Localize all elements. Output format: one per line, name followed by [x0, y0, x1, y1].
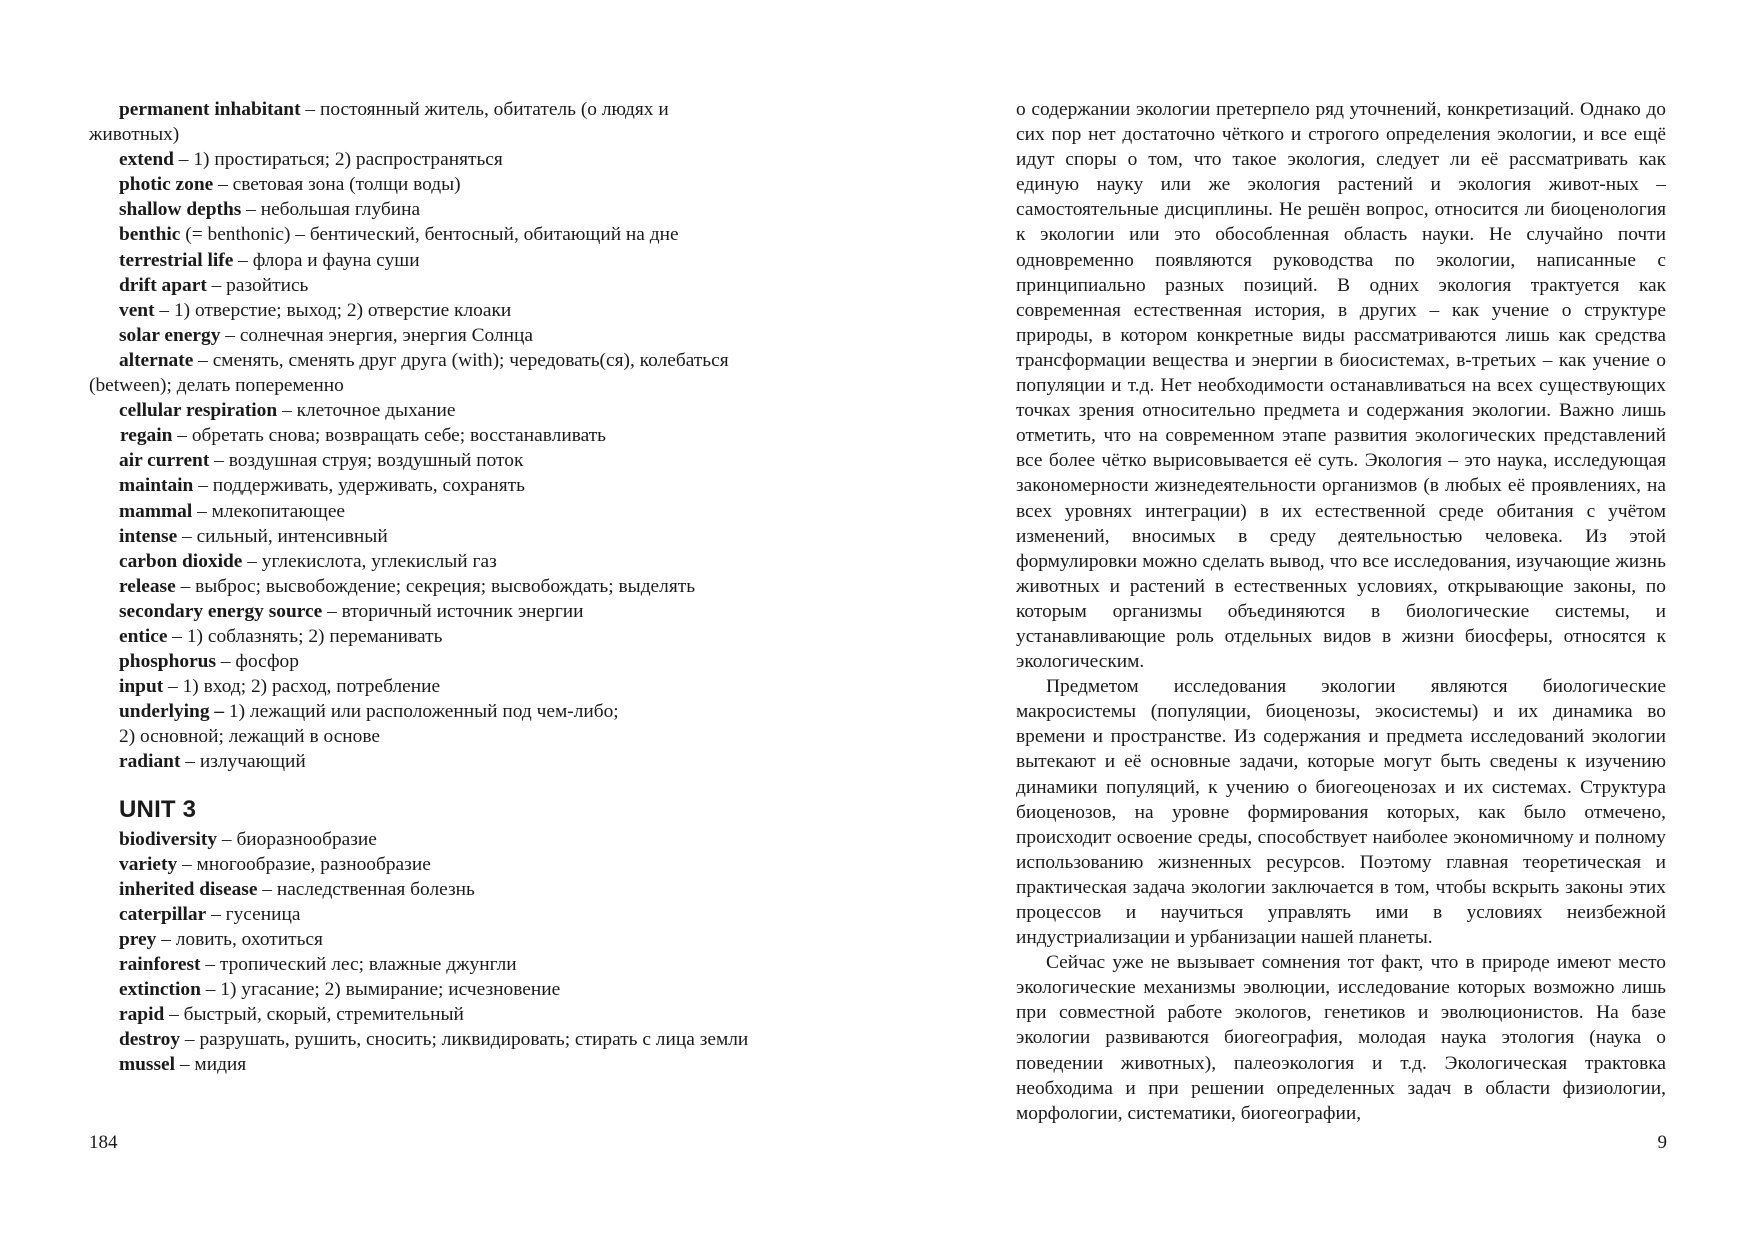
- glossary-entry: [89, 952, 749, 977]
- paragraph: о содержании экологии претерпело ряд уточнений, конкретизаций. Однако до сих пор нет достаточно чёткого и строгого определения экологии, и все ещё идут споры о том, что такое экология, следует ли её рассматривать как единую науку или же экология растений и экология живот-ных – самостоятельные дисциплины. Не решён вопрос, относится ли биоценология к экологии или это обособленная область науки. Не случайно почти одновременно появляются руководства по экологии, написанные с принципиально разных позиций. В одних экология трактуется как современная естественная история, в других – как учение о структуре природы, в котором конкретные виды рассматриваются лишь как средства трансформации вещества и энергии в биосистемах, в-третьих – как учение о популяции и т.д. Нет необходимости останавливаться на всех существующих точках зрения относительно предмета и содержания экологии. Важно лишь отметить, что на современном этапе развития экологических представлений все более чётко вырисовывается её суть. Экология – это наука, исследующая закономерности жизнедеятельности организмов (в любых её проявлениях, на всех уровнях интеграции) в их естественной среде обитания с учётом изменений, вносимых в среду деятельностью человека. Из этой формулировки можно сделать вывод, что все исследования, изучающие жизнь животных и растений в естественных условиях, открывающие законы, по которым организмы объединяются в биологические системы, и устанавливающие роль отдельных видов в жизни биосферы, относятся к экологическим.: [1016, 99, 1666, 673]
- glossary-term: entice: [119, 625, 168, 647]
- glossary-entry: [89, 448, 749, 473]
- glossary-entry: [89, 97, 749, 147]
- glossary-definition: 2) основной; лежащий в основе: [119, 726, 381, 748]
- glossary-entry: [89, 574, 749, 599]
- glossary-term: permanent inhabitant: [119, 99, 301, 120]
- glossary-definition: – излучающий: [180, 751, 306, 773]
- glossary-definition: – солнечная энергия, энергия Солнца: [220, 324, 534, 346]
- glossary-definition: – быстрый, скорый, стремительный: [164, 1004, 464, 1026]
- body-text: [1016, 97, 1666, 1126]
- glossary-definition: – вторичный источник энергии: [322, 600, 584, 622]
- glossary-term: mammal: [119, 500, 193, 522]
- glossary-term: rapid: [119, 1004, 165, 1026]
- glossary-term: variety: [119, 853, 178, 875]
- glossary-term: air current: [119, 450, 210, 472]
- glossary-entry: [89, 197, 749, 222]
- glossary-entry: [89, 749, 749, 774]
- glossary-entry: [89, 298, 749, 323]
- glossary-definition: – млекопитающее: [192, 500, 346, 522]
- glossary-entry: [89, 877, 749, 902]
- glossary-term: radiant: [119, 751, 181, 773]
- glossary-term: destroy: [119, 1029, 181, 1051]
- glossary-entry: [89, 624, 749, 649]
- glossary-entry: [89, 549, 749, 574]
- glossary-definition: – 1) простираться; 2) распространяться: [173, 149, 503, 171]
- glossary-entry: [89, 248, 749, 273]
- paragraph: Предметом исследования экологии являются биологические макросистемы (популяции, биоценозы, экосистемы) и их динамика во времени и пространстве. Из содержания и предмета исследований экологии вытекают и её основные задачи, которые могут быть сведены к изучению динамики популяций, к учению о биогеоценозах и их системах. Структура биоценозов, на уровне формирования которых, как было отмечено, происходит освоение среды, способствует наиболее экономичному и полному использованию жизненных ресурсов. Поэтому главная теоретическая и практическая задача экологии заключается в том, чтобы вскрыть законы этих процессов и научиться управлять ими в условиях неизбежной индустриализации и урбанизации нашей планеты.: [1016, 676, 1666, 949]
- glossary-entry: [89, 273, 749, 298]
- left-page: [0, 0, 877, 1241]
- glossary-list: [89, 97, 749, 1077]
- glossary-entry: [89, 927, 749, 952]
- glossary-definition: – 1) вход; 2) расход, потребление: [163, 676, 441, 698]
- glossary-entry: [89, 222, 749, 247]
- glossary-entry: [89, 499, 749, 524]
- unit-heading: UNIT 3: [119, 795, 197, 823]
- glossary-term: alternate: [119, 349, 194, 371]
- glossary-entry: [89, 172, 749, 197]
- glossary-definition: – 1) угасание; 2) вымирание; исчезновение: [200, 979, 561, 1001]
- glossary-entry: [89, 398, 749, 423]
- glossary-term: mussel: [119, 1054, 176, 1076]
- glossary-definition: – разойтись: [206, 274, 309, 296]
- glossary-definition: – сменять, сменять друг друга (with); чередовать(ся), колебаться (between); делать попеременно: [89, 349, 729, 397]
- glossary-definition: – небольшая глубина: [241, 199, 421, 221]
- glossary-entry: [89, 699, 749, 724]
- glossary-definition: – наследственная болезнь: [257, 878, 475, 900]
- glossary-term: shallow depths: [119, 199, 242, 221]
- glossary-term: underlying –: [119, 701, 225, 723]
- glossary-definition: – клеточное дыхание: [277, 400, 456, 422]
- glossary-term: drift apart: [119, 274, 207, 296]
- glossary-entry: [89, 1002, 749, 1027]
- glossary-term: rainforest: [119, 954, 201, 975]
- right-page: [877, 0, 1755, 1241]
- glossary-entry: [89, 1052, 749, 1077]
- glossary-entry: [89, 1027, 749, 1052]
- glossary-term: biodiversity: [119, 828, 218, 850]
- glossary-term: intense: [119, 525, 178, 547]
- glossary-term: extend: [119, 149, 174, 171]
- glossary-term: regain: [120, 425, 173, 447]
- glossary-definition: – 1) отверстие; выход; 2) отверстие клоаки: [154, 299, 512, 321]
- page-number-right: 9: [1657, 1132, 1667, 1153]
- page-number-left: 184: [89, 1132, 118, 1153]
- glossary-definition: – постоянный житель, обитатель (о людях и животных): [89, 99, 669, 146]
- glossary-definition: – мидия: [175, 1054, 247, 1076]
- glossary-entry: [89, 599, 749, 624]
- glossary-definition: – многообразие, разнообразие: [177, 853, 431, 875]
- glossary-term: vent: [119, 299, 155, 321]
- glossary-entry: [89, 323, 749, 348]
- glossary-entries-before-unit: [89, 97, 749, 775]
- glossary-entry: [89, 674, 749, 699]
- glossary-entry: [89, 473, 749, 498]
- glossary-definition: – флора и фауна суши: [233, 249, 420, 271]
- glossary-term: secondary energy source: [119, 600, 323, 622]
- glossary-definition: – биоразнообразие: [217, 828, 377, 850]
- glossary-term: caterpillar: [119, 903, 207, 925]
- glossary-entry: [89, 649, 749, 674]
- glossary-definition: – гусеница: [206, 903, 301, 925]
- glossary-entry: [89, 902, 749, 927]
- glossary-definition: – ловить, охотиться: [156, 928, 323, 950]
- glossary-definition: – тропический лес; влажные джунгли: [200, 954, 517, 975]
- glossary-term: prey: [119, 928, 157, 950]
- glossary-entries-after-unit: [89, 827, 749, 1078]
- glossary-entry-continuation: [89, 724, 749, 749]
- glossary-definition: – 1) соблазнять; 2) переманивать: [167, 625, 443, 647]
- glossary-term: carbon dioxide: [119, 550, 243, 572]
- glossary-term: benthic: [119, 224, 181, 246]
- glossary-entry: [89, 524, 749, 549]
- glossary-term: extinction: [119, 979, 201, 1001]
- glossary-definition: – углекислота, углекислый газ: [242, 550, 497, 572]
- glossary-entry: [89, 348, 749, 398]
- glossary-definition: – разрушать, рушить, сносить; ликвидировать; стирать с лица земли: [180, 1029, 749, 1051]
- glossary-term: cellular respiration: [119, 400, 278, 422]
- glossary-term: inherited disease: [119, 878, 258, 900]
- glossary-definition: (= benthonic) – бентический, бентосный, обитающий на дне: [180, 224, 679, 246]
- glossary-definition: – фосфор: [216, 651, 299, 673]
- glossary-term: input: [119, 676, 164, 698]
- glossary-definition: – световая зона (толщи воды): [213, 174, 461, 196]
- glossary-definition: – обретать снова; возвращать себе; восстанавливать: [172, 425, 607, 447]
- glossary-definition: – воздушная струя; воздушный поток: [209, 450, 524, 472]
- paragraph: Сейчас уже не вызывает сомнения тот факт, что в природе имеют место экологические механизмы эволюции, исследование которых возможно лишь при совместной работе экологов, генетиков и эволюционистов. На базе экологии развиваются биогеография, молодая наука этология (наука о поведении животных), палеоэкология и т.д. Экологическая трактовка необходима и при решении определенных задач в области физиологии, морфологии, систематики, биогеографии,: [1016, 952, 1666, 1124]
- glossary-definition: – сильный, интенсивный: [177, 525, 388, 547]
- glossary-term: release: [119, 575, 176, 597]
- glossary-entry: [89, 852, 749, 877]
- glossary-entry: [89, 423, 749, 448]
- glossary-term: terrestrial life: [119, 249, 234, 271]
- glossary-entry: [89, 147, 749, 172]
- glossary-term: phosphorus: [119, 651, 217, 673]
- glossary-definition: 1) лежащий или расположенный под чем-либо;: [224, 701, 619, 723]
- glossary-term: photic zone: [119, 174, 214, 196]
- glossary-term: maintain: [119, 475, 194, 497]
- glossary-definition: – выброс; высвобождение; секреция; высвобождать; выделять: [175, 575, 696, 597]
- glossary-term: solar energy: [119, 324, 221, 346]
- glossary-entry: [89, 827, 749, 852]
- glossary-definition: – поддерживать, удерживать, сохранять: [193, 475, 525, 497]
- glossary-entry: [89, 977, 749, 1002]
